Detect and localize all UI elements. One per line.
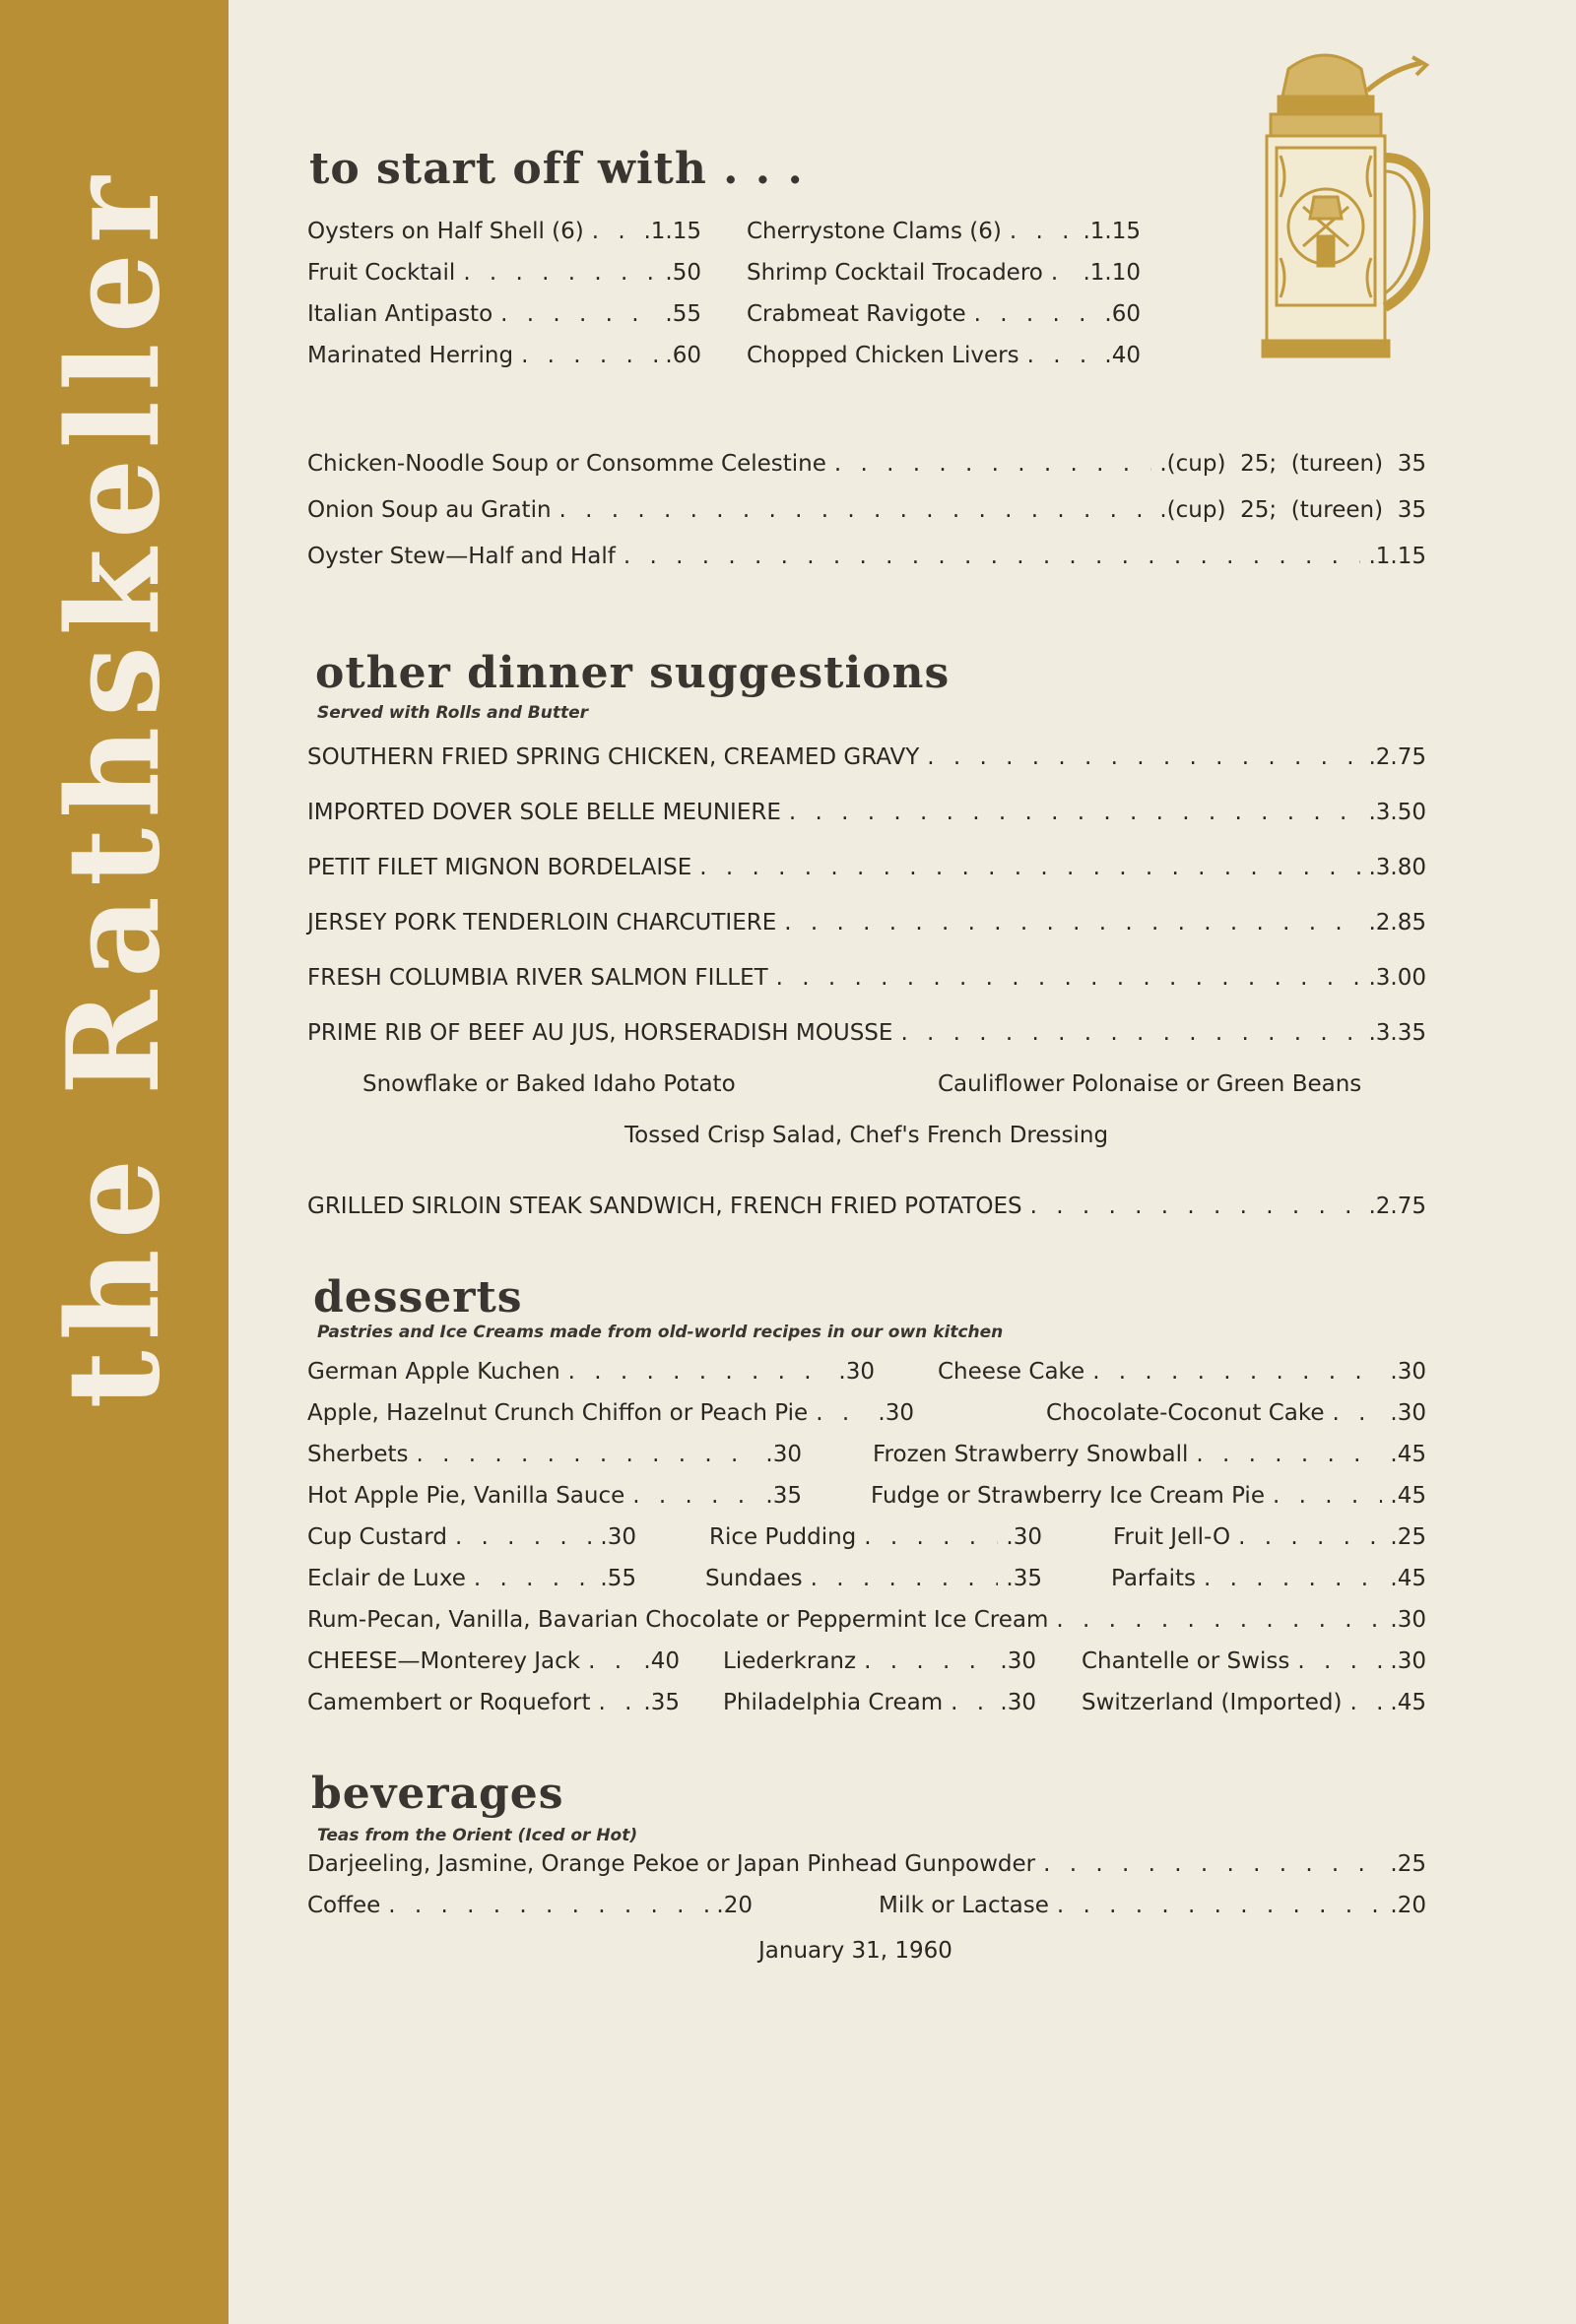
sides-left: Snowflake or Baked Idaho Potato: [362, 1071, 736, 1097]
menu-date: January 31, 1960: [758, 1938, 952, 1964]
dessert-item: Sundaes . . . .35: [705, 1566, 1042, 1593]
soup-item: Chicken-Noodle Soup or Consomme Celestine . . . .(cup) 25; (tureen) 35: [307, 451, 1426, 479]
dinner-item: GRILLED SIRLOIN STEAK SANDWICH, FRENCH FRIED POTATOES . . . .2.75: [307, 1194, 1426, 1221]
dessert-item: Hot Apple Pie, Vanilla Sauce . . . .35: [307, 1483, 802, 1511]
beverage-item: Coffee . . . .20: [307, 1893, 753, 1920]
cheese-item: Philadelphia Cream . . . .30: [723, 1690, 1036, 1717]
soup-item: Onion Soup au Gratin . . . .(cup) 25; (tureen) 35: [307, 497, 1426, 525]
dessert-item: Rice Pudding . . . .30: [709, 1524, 1042, 1552]
soup-item: Oyster Stew—Half and Half . . . .1.15: [307, 544, 1426, 571]
cheese-item: Chantelle or Swiss . . . .30: [1082, 1648, 1426, 1676]
dinner-subtitle: Served with Rolls and Butter: [317, 703, 589, 723]
cheese-item: Switzerland (Imported) . . . .45: [1082, 1690, 1426, 1717]
dessert-item: Cheese Cake . . . .30: [938, 1359, 1426, 1387]
list-item: Marinated Herring . . . .60: [307, 343, 701, 370]
dessert-item: German Apple Kuchen . . . .30: [307, 1359, 875, 1387]
list-item: Crabmeat Ravigote . . . .60: [747, 301, 1141, 329]
dessert-item: Rum-Pecan, Vanilla, Bavarian Chocolate or Peppermint Ice Cream . . . .30: [307, 1607, 1426, 1635]
dessert-item: Eclair de Luxe . . . .55: [307, 1566, 636, 1593]
restaurant-title: the Rathskeller: [40, 166, 188, 1409]
salad-note: Tossed Crisp Salad, Chef's French Dressing: [624, 1123, 1109, 1148]
list-item: Oysters on Half Shell (6) . . . .1.15: [307, 219, 701, 246]
dessert-item: Fruit Jell-O . . . .25: [1113, 1524, 1426, 1552]
dinner-item: SOUTHERN FRIED SPRING CHICKEN, CREAMED GRAVY . . . .2.75: [307, 744, 1426, 772]
dinner-item: JERSEY PORK TENDERLOIN CHARCUTIERE . . . .2.85: [307, 910, 1426, 937]
list-item: Fruit Cocktail . . . .50: [307, 260, 701, 288]
beverage-item: Milk or Lactase . . . .20: [879, 1893, 1426, 1920]
list-item: Shrimp Cocktail Trocadero . . . .1.10: [747, 260, 1141, 288]
dessert-item: Parfaits . . . .45: [1111, 1566, 1426, 1593]
dinner-item: FRESH COLUMBIA RIVER SALMON FILLET . . . .3.00: [307, 965, 1426, 993]
dessert-item: Cup Custard . . . .30: [307, 1524, 636, 1552]
dessert-item: Chocolate-Coconut Cake . . . .30: [1046, 1400, 1426, 1428]
cheese-item: Camembert or Roquefort . . . .35: [307, 1690, 680, 1717]
beverage-item: Darjeeling, Jasmine, Orange Pekoe or Japan Pinhead Gunpowder . . . .25: [307, 1851, 1426, 1879]
desserts-heading: desserts: [313, 1272, 523, 1323]
list-item: Italian Antipasto . . . .55: [307, 301, 701, 329]
list-item: Chopped Chicken Livers . . . .40: [747, 343, 1141, 370]
beer-stein-icon: [1219, 49, 1430, 374]
cheese-item: Liederkranz . . . .30: [723, 1648, 1036, 1676]
dinner-item: PRIME RIB OF BEEF AU JUS, HORSERADISH MOUSSE . . . .3.35: [307, 1020, 1426, 1048]
sidebar-band: [0, 0, 229, 2324]
beverages-heading: beverages: [311, 1769, 564, 1819]
dessert-item: Fudge or Strawberry Ice Cream Pie . . . .45: [871, 1483, 1426, 1511]
sides-right: Cauliflower Polonaise or Green Beans: [938, 1071, 1362, 1097]
dessert-item: Frozen Strawberry Snowball . . . .45: [873, 1442, 1426, 1469]
dessert-item: Sherbets . . . .30: [307, 1442, 802, 1469]
starters-heading: to start off with . . .: [309, 144, 804, 194]
beverages-subtitle: Teas from the Orient (Iced or Hot): [317, 1826, 638, 1845]
cheese-item: CHEESE—Monterey Jack . . . .40: [307, 1648, 680, 1676]
dinner-item: IMPORTED DOVER SOLE BELLE MEUNIERE . . . .3.50: [307, 800, 1426, 827]
dinner-heading: other dinner suggestions: [315, 648, 951, 698]
desserts-subtitle: Pastries and Ice Creams made from old-world recipes in our own kitchen: [317, 1323, 1004, 1342]
list-item: Cherrystone Clams (6) . . . .1.15: [747, 219, 1141, 246]
dinner-item: PETIT FILET MIGNON BORDELAISE . . . .3.80: [307, 855, 1426, 882]
dessert-item: Apple, Hazelnut Crunch Chiffon or Peach Pie . . . .30: [307, 1400, 914, 1428]
